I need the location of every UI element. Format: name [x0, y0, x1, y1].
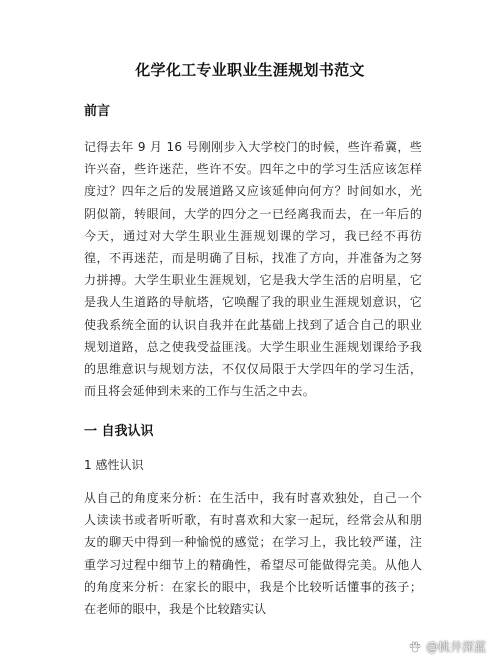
document-title: 化学化工专业职业生涯规划书范文: [135, 61, 365, 79]
self-analysis-paragraph: 从自己的角度来分析：在生活中，我有时喜欢独处，自己一个人读读书或者听听歌，有时喜欢和大家一起玩，经常会从和朋友的聊天中得到一种愉悦的感觉；在学习上，我比较严谨，注重学习过程中细节上的精确性，希望尽可能做得完美。从他人的角度来分析：在家长的眼中，我是个比较听话懂事的孩子；在老师的眼中，我是个比较踏实认: [84, 491, 422, 617]
watermark-text: @桃井深蓝: [425, 640, 486, 654]
watermark: [408, 638, 486, 655]
subsection-heading-perceptual: 1 感性认识: [84, 458, 144, 472]
section-heading-self-awareness: 一 自我认识: [84, 424, 154, 439]
paw-icon: [408, 640, 422, 654]
preface-paragraph: 记得去年 9 月 16 号刚刚步入大学校门的时候，些许希冀，些许兴奋，些许迷茫，些许不安。四年之中的学习生活应该怎样度过？四年之后的发展道路又应该延伸向何方？时间如水，光阴似箭，转眼间，大学的四分之一已经离我而去，在一年后的今天，通过对大学生职业生涯规划课的学习，我已经不再彷徨，不再迷茫，而是明确了目标，找准了方向，并准备为之努力拼搏。大学生职业生涯规划，它是我大学生活的启明星，它是我人生道路的导航塔，它唤醒了我的职业生涯规划意识，它使我系统全面的认识自我并在此基础上找到了适合自己的职业规划道路，总之使我受益匪浅。大学生职业生涯规划课给予我的思维意识与规划方法，不仅仅局限于大学四年的学习生活，而且将会延伸到未来的工作与生活之中去。: [84, 140, 422, 399]
preface-heading: 前言: [84, 104, 111, 119]
